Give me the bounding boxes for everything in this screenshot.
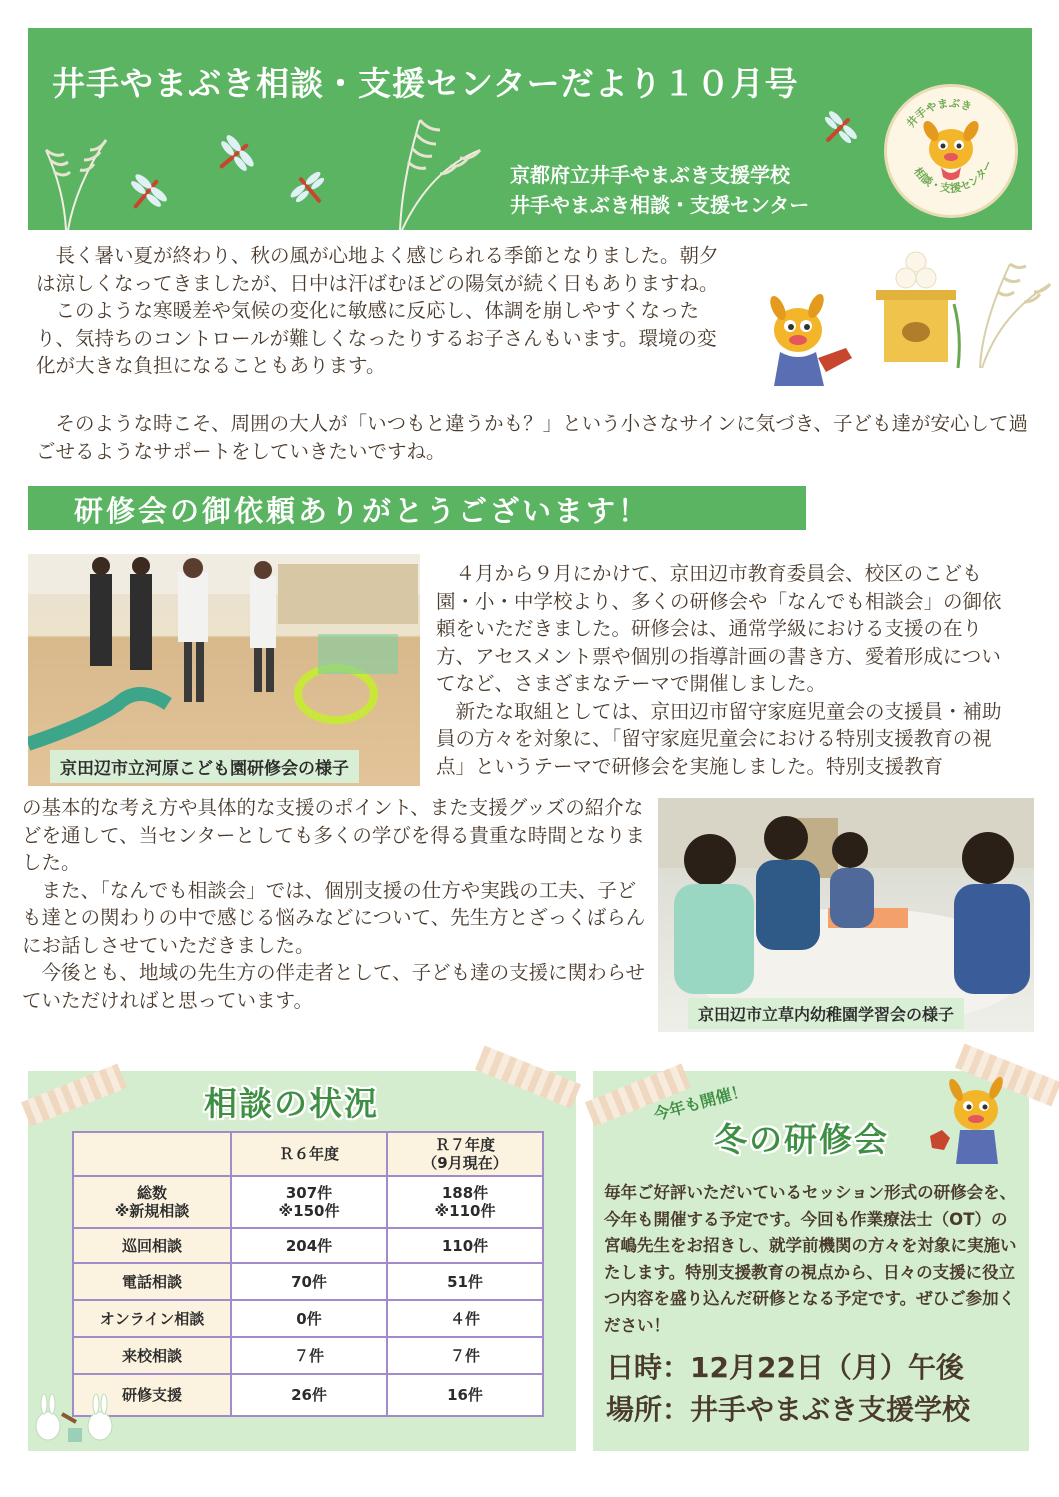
- school-line-2: 井手やまぶき相談・支援センター: [510, 193, 810, 217]
- photo-2-caption: 京田辺市立草内幼稚園学習会の様子: [688, 998, 964, 1029]
- row-r6-value: 70件: [231, 1263, 387, 1300]
- row-label: 巡回相談: [73, 1228, 231, 1263]
- table-header-r6: Ｒ６年度: [231, 1132, 387, 1176]
- row-label: 研修支援: [73, 1374, 231, 1416]
- school-name: [510, 160, 809, 220]
- row-r6-value: 26件: [231, 1374, 387, 1416]
- pampas-grass-icon: [36, 130, 116, 230]
- dragonfly-icon: [290, 170, 330, 210]
- table-row: [73, 1263, 543, 1300]
- photo-1-caption: 京田辺市立河原こども園研修会の様子: [50, 750, 359, 783]
- table-row: [73, 1300, 543, 1337]
- training-paragraph-a: ４月から９月にかけて、京田辺市教育委員会、校区のこども園・小・中学校より、多くの研修会や「なんでも相談会」の御依頼をいただきました。研修会は、通常学級における支援の在り方、アセスメント票や個別の指導計画の書き方、愛着形成についてなど、さまざまなテーマで開催しました。 新たな取組としては、京田辺市留守家庭児童会の支援員・補助員の方々を対象に、「留守家庭児童会における特別支援教育の視点」というテーマで研修会を実施しました。特別支援教育: [436, 562, 1002, 778]
- intro-text: [36, 242, 736, 380]
- training-paragraph-b: の基本的な考え方や具体的な支援のポイント、また支援グッズの紹介などを通して、当センターとしても多くの学びを得る貴重な時間となりました。 また、「なんでも相談会」では、個別支援の仕方や実践の工夫、子ども達との関わりの中で感じる悩みなどについて、先生方とざっくばらんにお話しさせていただきました。 今後とも、地域の先生方の伴走者として、子ども達の支援に関わらせていただければと思っています。: [22, 796, 646, 1012]
- row-r7-value: 188件 ※110件: [387, 1176, 543, 1228]
- training-text-b: [22, 794, 650, 1014]
- row-r7-value: ７件: [387, 1337, 543, 1374]
- page-title: 井手やまぶき相談・支援センターだより１０月号: [52, 64, 799, 103]
- training-text-a: [436, 560, 1016, 780]
- rabbit-icon: [30, 1392, 120, 1446]
- pampas-grass-icon: [380, 110, 490, 230]
- row-label: 総数 ※新規相談: [73, 1176, 231, 1228]
- table-row: [73, 1374, 543, 1416]
- table-header-row: [73, 1132, 543, 1176]
- dragonfly-icon: [124, 172, 168, 216]
- intro-text-last: [36, 410, 1036, 465]
- row-r7-value: 51件: [387, 1263, 543, 1300]
- dragonfly-icon: [818, 110, 858, 150]
- intro-paragraph-3: そのような時こそ、周囲の大人が「いつもと違うかも？」という小さなサインに気づき、子ども達が安心して過ごせるようなサポートをしていきたいですね。: [36, 412, 1028, 463]
- winter-subtitle: 今年も開催！: [651, 1080, 750, 1125]
- consultation-table: [72, 1131, 544, 1417]
- mascot-icon: [924, 1074, 1024, 1174]
- winter-title: 冬の研修会: [714, 1120, 889, 1159]
- row-r6-value: 307件 ※150件: [231, 1176, 387, 1228]
- winter-description: 毎年ご好評いただいているセッション形式の研修会を、今年も開催する予定です。今回も作業療法士（OT）の宮嶋先生をお招きし、就学前機関の方々を対象に実施いたします。特別支援教育の視点から、日々の支援に役立つ内容を盛り込んだ研修となる予定です。ぜひご参加ください！: [604, 1183, 1017, 1335]
- center-logo: [884, 84, 1018, 218]
- row-label: オンライン相談: [73, 1300, 231, 1337]
- intro-paragraph-2: このような寒暖差や気候の変化に敏感に反応し、体調を崩しやすくなったり、気持ちのコントロールが難しくなったりするお子さんもいます。環境の変化が大きな負担になることもあります。: [36, 299, 717, 377]
- row-r6-value: 0件: [231, 1300, 387, 1337]
- winter-place: 場所：井手やまぶき支援学校: [606, 1393, 971, 1426]
- status-title: 相談の状況: [204, 1084, 379, 1123]
- table-row: [73, 1228, 543, 1263]
- mascot-icon: [758, 288, 864, 394]
- tsukimi-dango-icon: [870, 244, 1059, 368]
- mascot-icon: [887, 87, 1015, 215]
- table-header-empty: [73, 1132, 231, 1176]
- table-header-r7: Ｒ７年度 （9月現在）: [387, 1132, 543, 1176]
- dragonfly-icon: [212, 134, 256, 178]
- table-row: [73, 1337, 543, 1374]
- row-r7-value: 16件: [387, 1374, 543, 1416]
- section-heading: 研修会の御依頼ありがとうございます！: [74, 494, 651, 528]
- svg-text:井手やまぶき: 井手やまぶき: [904, 96, 974, 131]
- row-r6-value: 204件: [231, 1228, 387, 1263]
- table-row: [73, 1176, 543, 1228]
- row-r7-value: 110件: [387, 1228, 543, 1263]
- intro-paragraph-1: 長く暑い夏が終わり、秋の風が心地よく感じられる季節となりました。朝夕は涼しくなってきましたが、日中は汗ばむほどの陽気が続く日もありますね。: [36, 244, 719, 295]
- row-r6-value: ７件: [231, 1337, 387, 1374]
- row-r7-value: ４件: [387, 1300, 543, 1337]
- school-line-1: 京都府立井手やまぶき支援学校: [510, 163, 790, 187]
- meeting-scene-image: [658, 798, 1034, 1032]
- svg-text:相談・支援センター: 相談・支援センター: [911, 158, 996, 196]
- training-photo-2: [658, 798, 1034, 1032]
- row-label: 電話相談: [73, 1263, 231, 1300]
- winter-date: 日時：12月22日（月）午後: [606, 1351, 964, 1384]
- row-label: 来校相談: [73, 1337, 231, 1374]
